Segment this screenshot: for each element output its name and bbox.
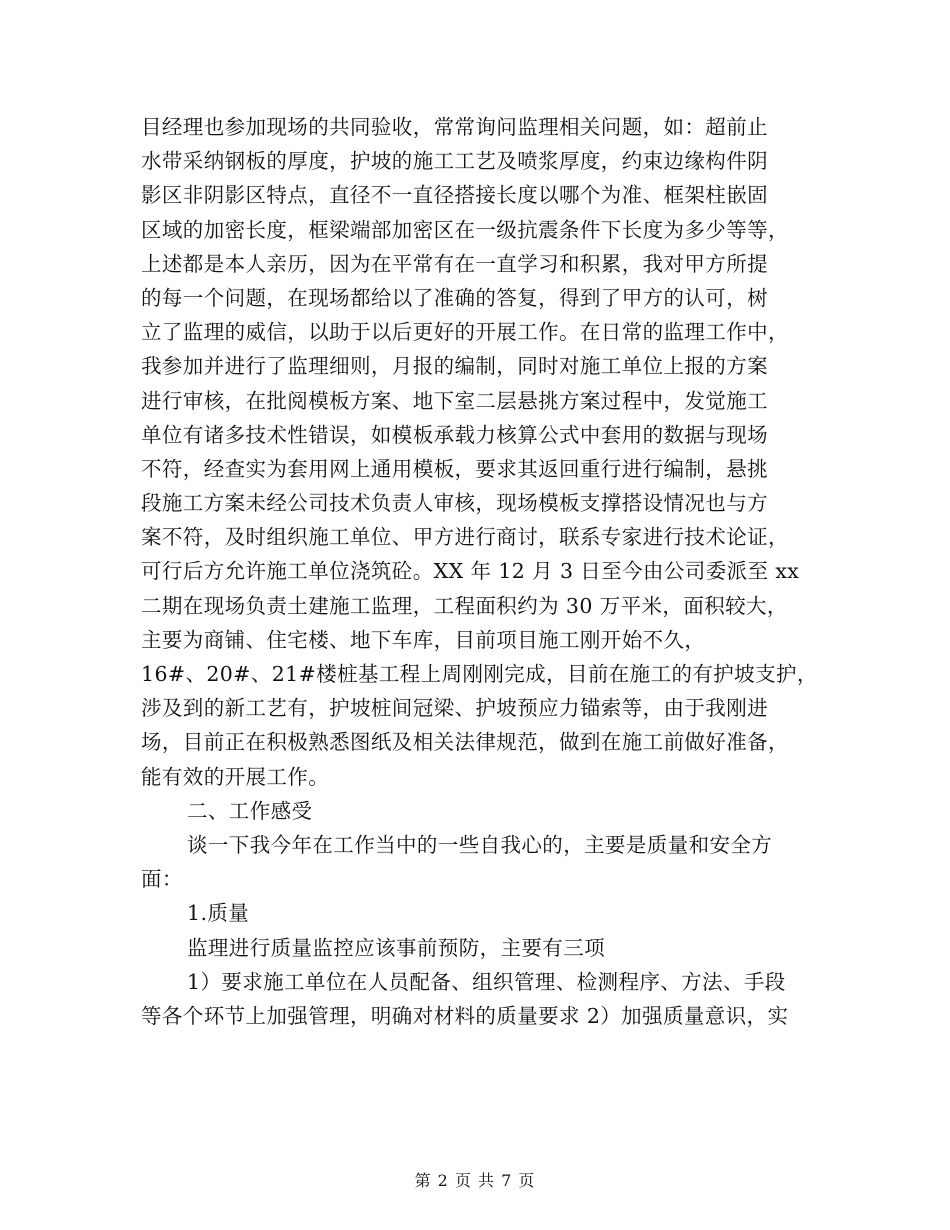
text-line: 不符，经查实为套用网上通用模板，要求其返回重行进行编制，悬挑: [141, 456, 768, 481]
quality-intro: 监理进行质量监控应该事前预防，主要有三项: [187, 935, 605, 960]
text-line: 能有效的开展工作。: [141, 764, 330, 789]
text-line: 场，目前正在积极熟悉图纸及相关法律规范，做到在施工前做好准备，: [141, 730, 789, 755]
text-line: 水带采纳钢板的厚度，护坡的施工工艺及喷浆厚度，约束边缘构件阴: [141, 149, 768, 174]
text-line: 单位有诸多技术性错误，如模板承载力核算公式中套用的数据与现场: [141, 422, 768, 447]
text-line: 段施工方案未经公司技术负责人审核，现场模板支撑搭设情况也与方: [141, 491, 768, 516]
text-line: 目经理也参加现场的共同验收，常常询问监理相关问题，如：超前止: [141, 115, 768, 139]
intro-line: 面：: [141, 867, 183, 892]
section-title: 二、工作感受: [187, 798, 313, 823]
text-line: 上述都是本人亲历，因为在平常有在一直学习和积累，我对甲方所提: [141, 251, 768, 276]
intro-line: 谈一下我今年在工作当中的一些自我心的，主要是质量和安全方: [187, 832, 773, 857]
text-line: 二期在现场负责土建施工监理，工程面积约为 30 万平米，面积较大，: [141, 593, 788, 618]
text-line: 案不符，及时组织施工单位、甲方进行商讨，联系专家进行技术论证，: [141, 525, 789, 550]
list-item-line: 等各个环节上加强管理，明确对材料的质量要求 2）加强质量意识，实: [141, 1003, 789, 1028]
text-line: 16#、20#、21#楼桩基工程上周刚刚完成，目前在施工的有护坡支护，: [141, 662, 818, 686]
text-line: 我参加并进行了监理细则，月报的编制，同时对施工单位上报的方案: [141, 354, 768, 379]
page-number-footer: 第 2 页 共 7 页: [414, 1171, 536, 1190]
text-line: 可行后方允许施工单位浇筑砼。XX 年 12 月 3 日至今由公司委派至 xx: [141, 559, 800, 584]
text-line: 立了监理的威信，以助于以后更好的开展工作。在日常的监理工作中，: [141, 320, 789, 345]
work-description-paragraph: [141, 110, 818, 794]
list-item-line: 1）要求施工单位在人员配备、组织管理、检测程序、方法、手段: [187, 969, 786, 994]
text-line: 进行审核，在批阅模板方案、地下室二层悬挑方案过程中，发觉施工: [141, 388, 768, 413]
text-line: 的每一个问题，在现场都给以了准确的答复，得到了甲方的认可，树: [141, 285, 768, 310]
subsection-title: 1.质量: [187, 901, 250, 926]
text-line: 区域的加密长度，框梁端部加密区在一级抗震条件下长度为多少等等，: [141, 217, 789, 242]
text-line: 主要为商铺、住宅楼、地下车库，目前项目施工刚开始不久，: [141, 627, 706, 652]
text-line: 涉及到的新工艺有，护坡桩间冠梁、护坡预应力锚索等，由于我刚进: [141, 696, 768, 721]
document-body: [141, 110, 818, 1033]
text-line: 影区非阴影区特点，直径不一直径搭接长度以哪个为准、框架柱嵌固: [141, 183, 768, 208]
